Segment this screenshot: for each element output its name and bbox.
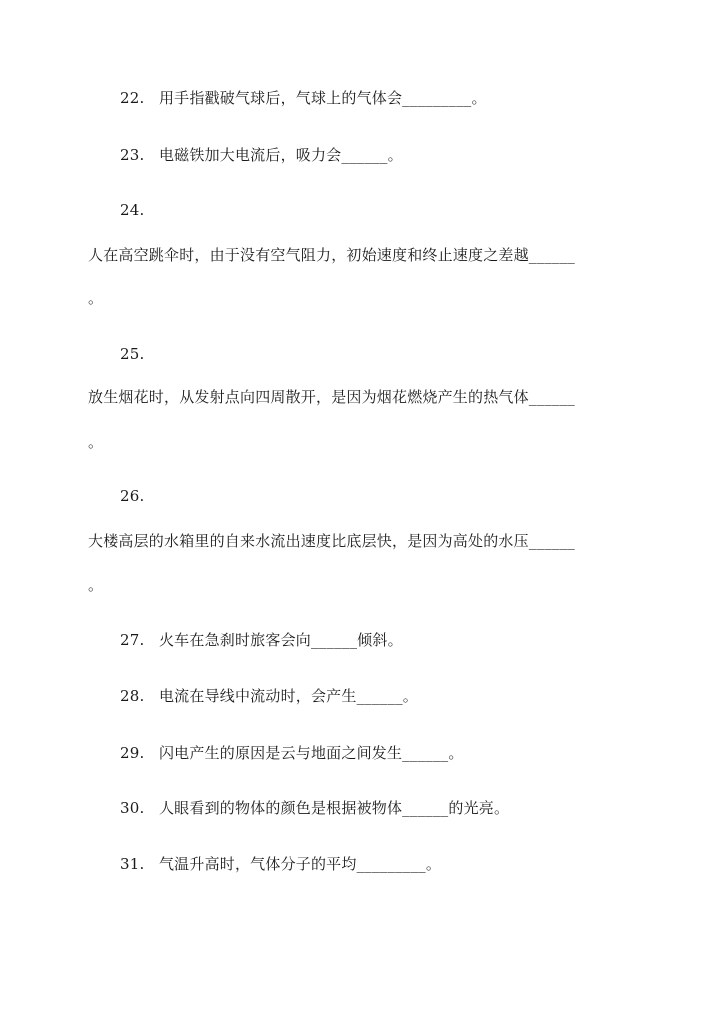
question-text: 人眼看到的物体的颜色是根据被物体______的光亮。 bbox=[158, 799, 510, 817]
question-26-number: 26. bbox=[120, 487, 145, 505]
question-24-text: 人在高空跳伞时，由于没有空气阻力，初始速度和终止速度之差越______ bbox=[88, 246, 576, 264]
question-24-number: 24. bbox=[120, 201, 145, 219]
question-number: 28. bbox=[120, 687, 145, 705]
question-number: 22. bbox=[120, 89, 145, 107]
question-24-tail: 。 bbox=[88, 289, 104, 307]
question-text: 闪电产生的原因是云与地面之间发生______。 bbox=[158, 744, 464, 762]
question-text: 气温升高时，气体分子的平均_________。 bbox=[158, 855, 442, 873]
question-text: 电磁铁加大电流后，吸力会______。 bbox=[158, 146, 403, 164]
question-30 bbox=[120, 798, 509, 818]
question-text: 电流在导线中流动时，会产生______。 bbox=[158, 687, 418, 705]
question-28 bbox=[120, 686, 418, 706]
question-25-tail: 。 bbox=[88, 433, 104, 451]
question-number: 27. bbox=[120, 631, 145, 649]
question-text: 用手指戳破气球后，气球上的气体会_________。 bbox=[158, 89, 487, 107]
question-29 bbox=[120, 743, 464, 763]
question-number: 31. bbox=[120, 855, 145, 873]
question-number: 23. bbox=[120, 146, 145, 164]
question-26-tail: 。 bbox=[88, 576, 104, 594]
question-number: 29. bbox=[120, 744, 145, 762]
question-27 bbox=[120, 630, 403, 650]
question-26-text: 大楼高层的水箱里的自来水流出速度比底层快，是因为高处的水压______ bbox=[88, 532, 576, 550]
question-number: 30. bbox=[120, 799, 145, 817]
question-31 bbox=[120, 854, 441, 874]
question-23 bbox=[120, 145, 403, 165]
question-22 bbox=[120, 88, 487, 108]
question-text: 火车在急刹时旅客会向______倾斜。 bbox=[158, 631, 403, 649]
question-25-text: 放生烟花时，从发射点向四周散开，是因为烟花燃烧产生的热气体______ bbox=[88, 388, 576, 406]
question-25-number: 25. bbox=[120, 345, 145, 363]
